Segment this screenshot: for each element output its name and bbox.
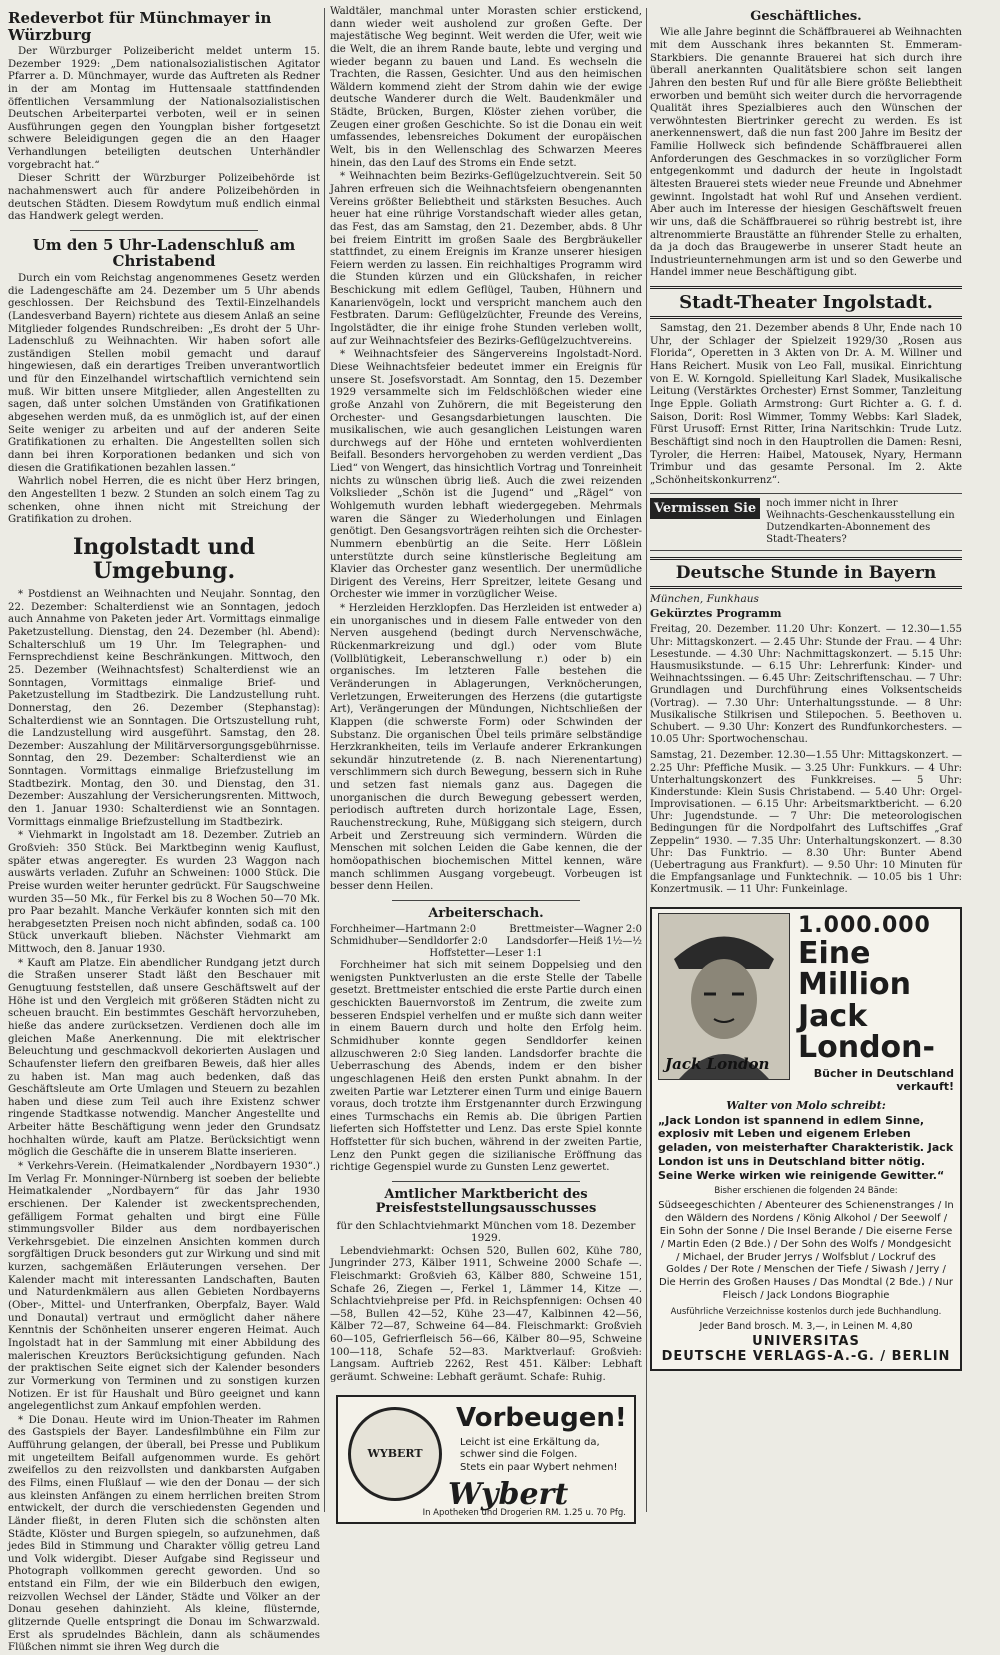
article-paragraph: Der Würzburger Polizeibericht meldet unterm 15. Dezember 1929: „Dem nationalsozialistischen Agitator Pfarrer a. D. Münchmayer, wurde das Auftreten als Redner in der am Montag im Huttensaale stattfindenden öffentlichen Versammlung der Nationalsozialistischen Deutschen Arbeiterpartei verboten, weil er in seinen Ausführungen gegen den Youngplan bisher fortgesetzt schwere Beleidigungen gegen die an den Haager Verhandlungen beteiligten deutschen Unterhändler vorgebracht hat.“ — [8, 46, 320, 171]
chess-result: Schmidhuber—Sendldorfer 2:0 — [330, 936, 488, 948]
jack-london-advertisement — [650, 907, 962, 1371]
ad-subline-text: Bücher in Deutschland — [813, 1066, 954, 1080]
chess-results — [330, 924, 642, 960]
chess-result-row — [330, 924, 642, 936]
separator — [392, 1181, 579, 1182]
wybert-seal-logo: WYBERT — [348, 1407, 442, 1501]
ad-headline-line: Eine — [798, 935, 871, 971]
headline-arbeiterschach: Arbeiterschach. — [428, 905, 544, 921]
funkhaus-subtitle: München, Funkhaus — [650, 593, 759, 606]
publisher-line: UNIVERSITAS — [752, 1333, 860, 1349]
ad-top — [658, 913, 954, 1093]
ad-text — [460, 1437, 617, 1475]
column-divider — [324, 8, 325, 1512]
programm-title: Gekürztes Programm — [650, 607, 782, 621]
wybert-advertisement — [336, 1395, 636, 1524]
article-paragraph: Wahrlich nobel Herren, die es nicht über Herz bringen, den Angestellten 1 bezw. 2 Stunden an solch einem Tag zu schenken, ohne ihnen nicht mit Streichung der Gratifikation zu drohen. — [8, 476, 320, 526]
article-paragraph: Wie alle Jahre beginnt die Schäffbrauerei ab Weihnachten mit dem Ausschank ihres bekannten St. Emmeram-Starkbiers. Die genannte Brauerei hat sich durch ihre überall anerkannten Qualitätsbiere schon seit langen Jahren den besten Ruf und für alle Biere größte Beliebtheit erworben und bemüht sich weiter durch die hervorragende Qualität ihres Spezialbieres auch den Wünschen der verwöhntesten Biertrinker gerecht zu werden. Es ist anerkennenswert, daß die nun fast 200 Jahre im Besitz der Familie Hollweck sich befindende Schäffbrauerei allen Anforderungen des Geschmackes in so vorzüglicher Form entgegenkommt und dadurch der heute in Ingolstadt ältesten Brauerei stets wieder neue Freunde und Abnehmer gewinnt. Ingolstadt hat wohl Ruf und Ansehen verdient. Aber auch im Interesse der hiesigen Geschäftswelt freuen wir uns, daß die Schäffbrauerei so rührig bestrebt ist, ihre altrenommierte Braustätte an führender Stelle zu erhalten, da ja doch das Braugewerbe in unserer Stadt heute an Industrieunternehmungen arm ist und so den Gewerbe und Handel immer neue Beschäftigung gibt. — [650, 27, 962, 279]
headline-geschaeftliches: Geschäftliches. — [750, 9, 862, 24]
wybert-brand-logo: Wybert — [448, 1476, 569, 1512]
ad-line: schwer sind die Folgen. — [460, 1449, 578, 1461]
jack-london-portrait — [658, 913, 790, 1080]
separator — [70, 230, 257, 231]
column-left — [8, 6, 320, 1654]
article-paragraph: Dieser Schritt der Würzburger Polizeibehörde ist nachahmenswert auch für andere Polizeibehörden in deutschen Städten. Diesem Rowdytum muß endlich einmal das Handwerk gelegt werden. — [8, 173, 320, 223]
book-titles-list: Südseegeschichten / Abenteurer des Schienenstranges / In den Wäldern des Nordens / König Alkohol / Der Seewolf / Ein Sohn der Sonne / Die Insel Berande / Die eiserne Ferse / Martin Eden (2 Bde.) / Der Sohn des Wolfs / Mondgesicht / Michael, der Bruder Jerrys / Wolfsblut / Lockruf des Goldes / Der Rote / Menschen der Tiefe / Siwash / Jerry / Die Herrin des Großen Hauses / Das Mondtal (2 Bde.) / Nur Fleisch / Jack Londons Biographie — [658, 1200, 954, 1301]
ad-footnote: In Apotheken und Drogerien RM. 1.25 u. 70 Pfg. — [422, 1507, 626, 1518]
publisher-line: DEUTSCHE VERLAGS-A.-G. / BERLIN — [661, 1348, 951, 1364]
price-line: Jeder Band brosch. M. 3,—, in Leinen M. 4,80 — [699, 1320, 913, 1332]
ad-headline-line: London- — [798, 1030, 935, 1066]
column-middle — [330, 6, 642, 1518]
ad-line: Stets ein paar Wybert nehmen! — [460, 1461, 618, 1473]
ad-headline-line: Million — [798, 967, 911, 1003]
chess-result-row — [330, 936, 642, 948]
ad-line: Leicht ist eine Erkältung da, — [460, 1436, 600, 1448]
article-paragraph: * Weihnachtsfeier des Sängervereins Ingolstadt-Nord. Diese Weihnachtsfeier bedeutet immer ein Ereignis für unsere St. Josefsvorstadt. Am Sonntag, den 15. Dezember 1929 versammelte sich im Feldschlößchen wieder eine große Anzahl von Zuhörern, die mit Begeisterung den Orchester- und Gesangsdarbietungen lauschten. Die musikalischen, wie auch gesanglichen Leistungen waren durchwegs auf der Höhe und ernteten wohlverdienten Beifall. Besonders hervorgehoben zu werden verdient „Das Lied“ von Wengert, das hinsichtlich Vortrag und Tonreinheit nichts zu wünschen übrig ließ. Auch die zwei reizenden Volkslieder „Schön ist die Jugend“ und „Rägel“ von Wohlgemuth wurden lebhaft wiedergegeben. Mehrmals waren die Sänger zu Wiederholungen und Einlagen genötigt. Den Gesangsvorträgen reihten sich die Orchester-Nummern ebenbürtig an die Seite. Herr Lößlein unterstützte durch seine künstlerische Begleitung am Klavier das Orchester ganz wesentlich. Der unermüdliche Dirigent des Vereins, Herr Spreitzer, leitete Gesang und Orchester wie immer in vorzüglicher Weise. — [330, 349, 642, 601]
notice-label: Vermissen Sie — [650, 498, 760, 519]
article-paragraph: * Verkehrs-Verein. (Heimatkalender „Nordbayern 1930“.) Im Verlag Fr. Monninger-Nürnberg ist soeben der beliebte Heimatkalender „Nordbayern“ für das Jahr 1930 erschienen. Der Kalender ist zweckentsprechenden, gefälligem Format gehalten und birgt eine Fülle stimmungsvoller Bilder aus dem nordbayerischen Verkehrsgebiet. Die einzelnen Ansichten kommen durch sorgfältigen Druck besonders gut zur Wirkung und sind mit kurzen, sachgemäßen Erläuterungen versehen. Der Kalender macht mit interessanten Landschaften, Bauten und Naturdenkmälern aus allen Gebieten Nordbayerns (Ober-, Mittel- und Unterfranken, Oberpfalz, Bayer. Wald und Donautal) vertraut und ermöglicht daher nähere Kenntnis der Schönheiten unserer engeren Heimat. Auch Ingolstadt hat in der Sammlung mit einer Abbildung des malerischen Kreuztors Berücksichtigung gefunden. Nach der praktischen Seite eignet sich der Kalender besonders zur Vormerkung von Terminen und zu sonstigen kurzen Notizen. Er ist für Haushalt und Büro geeignet und kann angelegentlichst zum Ankauf empfohlen werden. — [8, 1160, 320, 1413]
column-divider — [646, 8, 647, 1512]
article-paragraph: Durch ein vom Reichstag angenommenes Gesetz werden die Ladengeschäfte am 24. Dezember um 5 Uhr abends geschlossen. Der Reichsbund des Textil-Einzelhandels (Landesverband Bayern) richtete aus diesem Anlaß an seine Mitglieder folgendes Rundschreiben: „Es droht der 5 Uhr-Ladenschluß zu Weihnachten. Wir haben sofort alle zuständigen Stellen mobil gemacht und darauf hingewiesen, daß ein derartiges Treiben unverantwortlich und für den Einzelhandel wirtschaftlich vernichtend sein muß. Wir bitten unsere Mitglieder, allen Angestellten zu sagen, daß unter solchen Umständen von Gratifikationen abgesehen werden muß, da es unmöglich ist, auf der einen Seite weniger zu arbeiten und auf der anderen Seite Gratifikationen zu erhalten. Die Angestellten sollen sich dann bei ihren Korporationen bedanken und sich von diesen die Gratifikationen bezahlen lassen.“ — [8, 272, 320, 474]
article-paragraph: Forchheimer hat sich mit seinem Doppelsieg und den wenigsten Punktverlusten an die erste Stelle der Tabelle gesetzt. Brettmeister entschied die erste Partie durch einen geschickten Bauernvorstoß im Zentrum, die zweite zum besseren Endspiel verhelfen und er mußte sich dann weiter in einem Bauern durch und holte den Erfolg heim. Schmidhuber konnte gegen Sendldorfer keinen allzuschweren 2:0 Sieg landen. Landsdorfer brachte die Ueberraschung des Abends, indem er den bisher ungeschlagenen Heiß den ersten Punkt abnahm. In der zweiten Partie war Letzterer einen Turm und einige Bauern voraus, doch trotzte ihm Erstgenannter durch Erzwingung eines Turmschachs ein Remis ab. Die übrigen Partien lieferten sich Hoffstetter und Lenz. Das erste Spiel konnte Hoffstetter für sich buchen, während in der zweiten Partie, Lenz den Punkt gegen die sizilianische Eröffnung das richtige Gegenspiel wurde zu Gunsten Lenz gewertet. — [330, 960, 642, 1174]
headline-stadttheater: Stadt-Theater Ingolstadt. — [650, 286, 962, 319]
headline-deutsche-stunde: Deutsche Stunde in Bayern — [650, 557, 962, 589]
ad-headline-line: Jack — [798, 998, 868, 1034]
radio-program-saturday: Samstag, 21. Dezember. 12.30—1.55 Uhr: Mittagskonzert. — 2.25 Uhr: Pfeffiche Musik. — 3.25 Uhr: Funkkurs. — 4 Uhr: Unterhaltungskonzert des Funkkreises. — 5 Uhr: Kinderstunde: Klein Susis Christabend. — 5.40 Uhr: Orgel-Improvisationen. — 6.15 Uhr: Arbeitsmarktbericht. — 6.20 Uhr: Jugendstunde. — 7 Uhr: Die meteorologischen Bedingungen für die Nordpolfahrt des Luftschiffes „Graf Zeppelin“ 1930. — 7.35 Uhr: Unterhaltungskonzert. — 8.30 Uhr: Das Funktrio. — 8.30 Uhr: Bunter Abend (Uebertragung aus Frankfurt). — 9.50 Uhr: 10 Minuten für die Empfangsanlage und Funktechnik. — 10.05 bis 1 Uhr: Konzertmusik. — 11 Uhr: Funkeinlage. — [650, 750, 962, 896]
article-paragraph: Waldtäler, manchmal unter Morasten schier erstickend, dann wieder weit ausholend zur großen Gefte. Der majestätische Weg beginnt. Weit werden die Ufer, weit wie die Welt, die an ihrem Rande baute, lebte und verging und wieder begann zu bauen und Land. Es wechseln die Trachten, die Rassen, Gesichter. Und aus den heimischen Wäldern kommend zieht der Strom dahin wie der ewige deutsche Wanderer durch die Welt. Baudenkmäler und Städte, Brücken, Burgen, Klöster ziehen vorüber, die Zeugen einer großen Geschichte. So ist die Donau ein weit umfassendes, lebensreiches Dokument der europäischen Welt, bis in den Wellenschlag des Schwarzen Meeres hinein, das den Lauf des Stroms ein Ende setzt. — [330, 6, 642, 169]
column-right — [650, 6, 962, 1514]
headline-marktbericht: Amtlicher Marktbericht des Preisfeststellungsausschusses — [375, 1187, 597, 1217]
quote-text: „Jack London ist spannend in edlem Sinne, explosiv mit Leben und eigenem Erleben geladen, von meisterhafter Charakteristik. Jack London ist uns in Deutschland bitter nötig. Seine Werke wirken wie reinigende Gewitter.“ — [658, 1113, 954, 1182]
article-paragraph: * Postdienst an Weihnachten und Neujahr. Sonntag, den 22. Dezember: Schalterdienst wie an Sonntagen, jedoch auch Annahme von Paketen jeder Art. Vormittags einmalige Paketzustellung. Dienstag, den 24. Dezember (hl. Abend): Schalterschluß um 19 Uhr. Im Telegraphen- und Fernsprechdienst keine Beschränkungen. Mittwoch, den 25. Dezember (Weihnachtsfest) Schalterdienst wie an Sonntagen, Vormittags einmalige Brief- und Paketzustellung im Stadtbezirk. Die Landzustellung ruht. Donnerstag, den 26. Dezember (Stephanstag): Schalterdienst wie an Sonntagen. Die Ortszustellung ruht, die Landzustellung wird ausgeführt. Samstag, den 28. Dezember: Auszahlung der Militärversorgungsgebührnisse. Sonntag, den 29. Dezember: Schalterdienst wie an Sonntagen. Vormittags einmalige Briefzustellung im Stadtbezirk. Montag, den 30. und Dienstag, den 31. Dezember: Auszahlung der Versicherungsrenten. Mittwoch, den 1. Januar 1930: Schalterdienst wie an Sonntagen. Vormittags einmalige Briefzustellung im Stadtbezirk. — [8, 589, 320, 828]
chess-result-row — [330, 948, 642, 960]
separator — [392, 900, 579, 901]
article-paragraph: Lebendviehmarkt: Ochsen 520, Bullen 602, Kühe 780, Jungrinder 273, Kälber 1911, Schweine 2000 Schafe —. Fleischmarkt: Großvieh 63, Kälber 880, Schweine 151, Schafe 26, Ziegen —, Ferkel 1, Lämmer 14, Kitze —. Schlachtviehpreise per Pfd. in Reichspfennigen: Ochsen 40—58, Bullen 42—52, Kühe 23—47, Kalbinnen 42—56, Kälber 72—87, Schweine 64—84. Fleischmarkt: Großvieh 60—105, Gefrierfleisch 56—66, Kälber 80—95, Schweine 100—118, Schafe 52—83. Marktverlauf: Großvieh: Langsam. Auftrieb 2262, Rest 451. Kälber: Lebhaft geräumt. Schweine: Lebhaft geräumt. Schafe: Ruhig. — [330, 1245, 642, 1384]
ad-subline-text: verkauft! — [896, 1079, 954, 1093]
article-paragraph: * Viehmarkt in Ingolstadt am 18. Dezember. Zutrieb an Großvieh: 350 Stück. Bei Marktbeginn wenig Kauflust, später etwas angeregter. Es wurden 23 Waggon nach auswärts verladen. Zufuhr an Schweinen: 1000 Stück. Die Preise wurden weiter herunter gedrückt. Für Saugschweine wurden 35—50 Mk., für Ferkel bis zu 8 Wochen 50—70 Mk. pro Paar bezahlt. Manche Verkäufer konnten sich mit den herabgesetzten Preisen noch nicht abfinden, sodaß ca. 100 Stück unverkauft blieben. Nächster Viehmarkt am Mittwoch, den 8. Januar 1930. — [8, 830, 320, 956]
article-paragraph: * Weihnachten beim Bezirks-Geflügelzuchtverein. Seit 50 Jahren erfreuen sich die Weihnachtsfeiern obengenannten Vereins größter Beliebtheit und stärksten Besuches. Auch heuer hat eine rührige Vorstandschaft wieder alles getan, das Fest, das am Samstag, den 21. Dezember, abds. 8 Uhr bei freiem Eintritt im großen Saale des Bergbräukeller stattfindet, zu einem Ereignis im Kranze unserer hiesigen Feiern werden zu lassen. Ein reichhaltiges Programm wird die Stunden kürzen und ein Glückshafen, in reicher Beschickung mit edlem Geflügel, Tauben, Hühnern und Kanarienvögeln, lockt und verspricht manchem auch den Festbraten. Darum: Geflügelzüchter, Freunde des Vereins, Ingolstädter, die ihr einige frohe Stunden verleben wollt, auf zur Weihnachtsfeier des Bezirks-Geflügelzuchtvereins. — [330, 171, 642, 347]
ad-headline: Vorbeugen! — [456, 1402, 627, 1433]
headline-ladenschluss: Um den 5 Uhr-Ladenschluß am Christabend — [32, 235, 296, 271]
notice-text: noch immer nicht in Ihrer Weihnachts-Geschenkausstellung ein Dutzendkarten-Abonnement des Stadt-Theaters? — [766, 498, 955, 546]
ad-number: 1.000.000 — [798, 912, 931, 938]
radio-program-friday: Freitag, 20. Dezember. 11.20 Uhr: Konzert. — 12.30—1.55 Uhr: Mittagskonzert. — 2.45 Uhr: Stunde der Frau. — 4 Uhr: Lesestunde. — 4.30 Uhr: Nachmittagskonzert. — 5.15 Uhr: Hausmusikstunde. — 6.15 Uhr: Lehrerfunk: Kinder- und Weihnachtssingen. — 6.45 Uhr: Zeitschriftenschau. — 7 Uhr: Grundlagen und Durchführung eines Volksentscheids (Vortrag). — 7.30 Uhr: Unterhaltungsstunde. — 8 Uhr: Musikalische Stilkrisen und Stilepochen. 5. Beethoven u. Schubert. — 9.30 Uhr: Konzert des Rundfunkorchesters. — 10.05 Uhr: Sportwochenschau. — [650, 624, 962, 746]
theater-abonnement-notice — [650, 493, 962, 551]
chess-result: Landsdorfer—Heiß 1½—½ — [506, 936, 642, 948]
books-list-intro: Bisher erschienen die folgenden 24 Bände: — [714, 1186, 898, 1197]
article-paragraph: * Kauft am Platze. Ein abendlicher Rundgang jetzt durch die Straßen unserer Stadt läßt den Beschauer mit Genugtuung feststellen, daß unsere Geschäftswelt auf der Höhe ist und den Vergleich mit größeren Städten nicht zu scheuen braucht. Ein bestimmtes Geschäft hervorzuheben, hieße das andere zurücksetzen. Verdienen doch alle im gleichen Maße Anerkennung. Die mit elektrischer Beleuchtung und geschmackvoll dekorierten Auslagen und Schaufenster liefern den greifbaren Beweis, daß hier alles zu haben ist. Man mag auch bedenken, daß das Geschäftsleute am Orte Umlagen und Steuern zu bezahlen haben und diese zum Teil auch ihre Existenz schwer ringende Stadtkasse notwendig. Mancher Angestellte und Arbeiter hätte Beschäftigung wenn jeder den Grundsatz hochhalten würde, kauft am Platze. Berücksichtigt wenn möglich die Geschäfte die in unserem Blatte inserieren. — [8, 957, 320, 1159]
ad-subline — [798, 1067, 954, 1093]
quote-author: Walter von Molo schreibt: — [726, 1098, 886, 1112]
ad-headline-block — [798, 913, 954, 1093]
signature: Jack London — [665, 1054, 770, 1073]
marktbericht-subtitle: für den Schlachtviehmarkt München vom 18. Dezember 1929. — [336, 1219, 636, 1244]
article-paragraph: * Herzleiden Herzklopfen. Das Herzleiden ist entweder a) ein unorganisches und in diesem Falle entweder von den Nerven ausgehend (bedingt durch Nervenschwäche, Rückenmarkreizung und dgl.) oder vom Blute (Vollblütigkeit, Leberanschwellung r.) oder b) ein organisches. Im letzteren Falle bestehen die Veränderungen in Ablagerungen, Verknöcherungen, Verletzungen, Erweiterungen des Herzens (die gutartigste Art), Verängerungen der Mündungen, Nichtschließen der Klappen (die schwerste Form) oder Schwinden der Substanz. Die organischen Übel teils primäre selbständige Herzkrankheiten, teils im Verlaufe anderer Erkrankungen sekundär hinzutretende (z. B. nach Nierenentartung) verschlimmern sich durch Bewegung, bessern sich in Ruhe und setzen fast niemals ganz aus. Dagegen die unorganischen die durch Bewegung gebessert werden, periodisch auftreten durch horizontale Lage, Essen, Rauchenstreckung, Ruhe, Müßiggang sich steigern, durch Arbeit und Zerstreuung sich vermindern. Würden die Menschen mit solchen Leiden die Gabe kennen, die der homöopathischen biochemischen Mittel kennen, wäre manch schlimmen Ausgang vorgebeugt. Vorbeugen ist besser denn Heilen. — [330, 603, 642, 893]
chess-result: Brettmeister—Wagner 2:0 — [509, 924, 642, 936]
headline-redeverbot: Redeverbot für Münchmayer in Würzburg — [8, 9, 272, 44]
publisher-name — [658, 1335, 954, 1365]
catalog-notice: Ausführliche Verzeichnisse kostenlos durch jede Buchhandlung. — [670, 1306, 942, 1317]
article-paragraph: * Die Donau. Heute wird im Union-Theater im Rahmen des Gastspiels der Bayer. Landesfilmbühne ein Film zur Aufführung gelangen, der überall, bei Presse und Publikum mit ungeteiltem Beifall aufgenommen wurde. Es gehört zweifellos zu den reizvollsten und dankbarsten Aufgaben des Films, einen Flußlauf — wie den der Donau — der sich aus kleinsten Anfängen zu einem herrlichen breiten Strom entwickelt, der durch die verschiedensten Gegenden und Länder fließt, in deren Fluten sich die schönsten alten Städte, Klöster und Burgen spiegeln, so aufzunehmen, daß jedes Bild in Stimmung und Charakter völlig getreu Land und Volk widergibt. Dieser Aufgabe sind Regisseur und Photograph vollkommen gerecht geworden. Und so entstand ein Film, der wie ein Bilderbuch den ewigen, reizvollen Wechsel der Länder, Städte und Völker an der Donau gesehen dahinzieht. Als kleine, flüsternde, glitzernde Quelle entspringt die Donau im Schwarzwald. Erst als sprudelndes Bächlein, dann als schäumendes Flüßchen nimmt sie ihren Weg durch die — [8, 1414, 320, 1654]
chess-result: Hoffstetter—Leser 1:1 — [429, 948, 543, 960]
chess-result: Forchheimer—Hartmann 2:0 — [330, 924, 477, 936]
section-title-ingolstadt: Ingolstadt und Umgebung. — [72, 533, 256, 584]
article-paragraph: Samstag, den 21. Dezember abends 8 Uhr, Ende nach 10 Uhr, der Schlager der Spielzeit 1929/30 „Rosen aus Florida“, Operetten in 3 Akten von Dr. A. M. Willner und Hans Reichert. Musik von Leo Fall, musikal. Einrichtung von E. W. Korngold. Spielleitung Karl Sladek, Musikalische Leitung (Verstärktes Orchester) Ernst Sommer, Tanzleitung Inge Epple. Goliath Armstrong: Gurt Richter a. G. f. d. Saison, Dorit: Rosl Wimmer, Tommy Webbs: Karl Sladek, Fürst Urusoff: Ernst Ritter, Irina Naritschkin: Trude Lutz. Beschäftigt sind noch in den Hauptrollen die Damen: Resni, Tyroler, die Herren: Haibel, Matousek, Nyary, Hermann Trimbur und das gesamte Personal. Im 2. Akte „Schönheitskonkurrenz“. — [650, 323, 962, 486]
